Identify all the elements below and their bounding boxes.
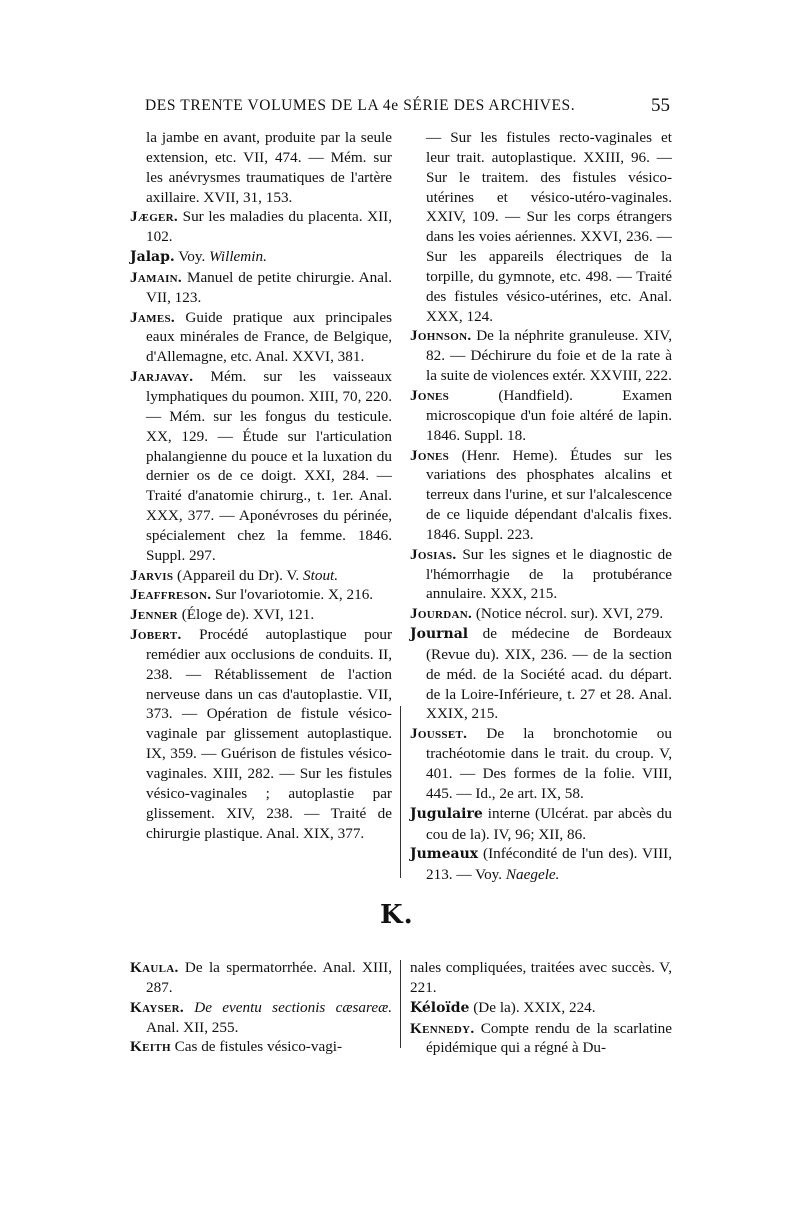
entry-heading: Jamain. (130, 268, 182, 286)
page-header (145, 97, 670, 121)
index-column-j-left (130, 128, 392, 843)
entry-heading: Kennedy. (410, 1019, 475, 1037)
entry-heading: Jarjavay. (130, 368, 194, 386)
entry-heading: Jones (410, 386, 450, 404)
entry-text: Voy. (174, 248, 210, 266)
entry-text: interne (Ulcérat. par abcès du cou de la). IV, 96; XII, 86. (426, 804, 672, 843)
entry-heading: Jarvis (130, 566, 174, 584)
index-entry (410, 1019, 672, 1059)
entry-text: De la spermatorrhée. Anal. XIII, 287. (146, 959, 392, 996)
index-entry (410, 724, 672, 803)
entry-heading: Jourdan. (410, 605, 473, 623)
entry-heading: Kéloïde (410, 999, 470, 1016)
entry-heading: Josias. (410, 545, 457, 563)
column-divider-k (400, 960, 401, 1048)
entry-heading: Johnson. (410, 327, 472, 345)
index-entry (130, 1037, 392, 1057)
column-divider (400, 706, 401, 878)
entry-heading: Journal (410, 626, 469, 643)
entry-heading: Jobert. (130, 626, 182, 644)
entry-text: la jambe en avant, produite par la seule extension, etc. VII, 474. — Mém. sur les anévrysmes traumatiques de l'artère axillaire. XVII, 31, 153. (146, 129, 392, 206)
index-entry (410, 326, 672, 386)
entry-text: Manuel de petite chirurgie. Anal. VII, 123. (146, 268, 392, 306)
running-title: DES TRENTE VOLUMES DE LA 4e SÉRIE DES ARCHIVES. (145, 97, 576, 114)
index-entry (130, 268, 392, 308)
index-entry (130, 566, 392, 586)
index-entry (410, 998, 672, 1019)
entry-text: Sur l'ovariotomie. X, 216. (211, 586, 374, 604)
entry-tail: Anal. XII, 255. (146, 1018, 239, 1036)
index-entry (130, 605, 392, 625)
index-entry (130, 207, 392, 247)
index-entry (130, 367, 392, 565)
index-entry (410, 804, 672, 845)
entry-text: Sur les maladies du placenta. XII, 102. (146, 208, 392, 246)
entry-text (184, 999, 194, 1016)
index-entry (130, 585, 392, 605)
entry-italic: Stout. (303, 566, 339, 584)
index-entry (410, 844, 672, 885)
section-letter-k: K. (380, 900, 414, 930)
entry-text: Guide pratique aux principales eaux minérales de France, de Belgique, d'Allemagne, etc. Anal. XXVI, 381. (146, 308, 392, 366)
entry-text: De la bronchotomie ou trachéotomie dans le trait. du croup. V, 401. — Des formes de la folie. VIII, 445. — Id., 2e art. IX, 58. (426, 725, 672, 802)
index-entry (410, 446, 672, 545)
entry-text: (Henr. Heme). Études sur les variations des phosphates alcalins et terreux dans l'urine, et sur l'alcalescence de ce liquide dépendant d'alcalis fixes. 1846. Suppl. 223. (426, 446, 672, 543)
entry-text: (Notice nécrol. sur). XVI, 279. (472, 605, 664, 623)
entry-text: Compte rendu de la scarlatine épidémique qui a régné à Du- (426, 1019, 672, 1057)
entry-text: (Handfield). Examen microscopique d'un foie altéré de lapin. 1846. Suppl. 18. (426, 386, 672, 444)
entry-heading: Jalap. (130, 249, 175, 266)
entry-text: nales compliquées, traitées avec succès. V, 221. (410, 959, 672, 996)
entry-heading: Jumeaux (410, 846, 479, 863)
entry-heading: Jones (410, 446, 450, 464)
index-entry (410, 545, 672, 605)
entry-heading: Jousset. (410, 725, 468, 743)
entry-text: (De la). XXIX, 224. (469, 998, 596, 1016)
index-entry (410, 386, 672, 446)
index-entry (410, 958, 672, 998)
index-entry (130, 128, 392, 207)
entry-text: (Éloge de). XVI, 121. (177, 606, 315, 624)
index-column-k-left (130, 958, 392, 1057)
entry-text: Mém. sur les vaisseaux lymphatiques du poumon. XIII, 70, 220. — Mém. sur les fongus du testicule. XX, 129. — Étude sur l'articulation phalangienne du pouce et la luxation du dernier os de ce doigt. XXI, 284. — Traité d'anatomie chirurg., t. 1er. Anal. XXX, 377. — Aponévroses du périnée, spécialement chez la femme. 1846. Suppl. 297. (146, 368, 392, 564)
index-entry (410, 128, 672, 326)
index-column-j-right (410, 128, 672, 885)
entry-heading: Kaula. (130, 959, 179, 976)
entry-text: Cas de fistules vésico-vagi- (170, 1038, 343, 1056)
index-entry (410, 604, 672, 624)
entry-text: (Infécondité de l'un des). VIII, 213. — Voy. (426, 845, 672, 884)
index-entry (130, 958, 392, 998)
entry-italic: Naegele. (505, 866, 560, 884)
entry-text: (Appareil du Dr). V. (173, 566, 304, 584)
entry-heading: Kayser. (130, 998, 184, 1016)
entry-text: De la néphrite granuleuse. XIV, 82. — Déchirure du foie et de la rate à la suite de violences extér. XXVIII, 222. (426, 327, 672, 385)
entry-heading: Jæger. (130, 208, 179, 226)
entry-italic: Willemin. (209, 248, 267, 266)
entry-heading: Jugulaire (410, 805, 483, 822)
entry-heading: James. (130, 308, 175, 326)
index-entry (130, 308, 392, 368)
entry-text: Procédé autoplastique pour remédier aux occlusions de conduits. II, 238. — Rétablissement de l'action nerveuse dans un cas d'autoplastie. VII, 373. — Opération de fistule vésico-vaginale par glissement autoplastique. IX, 359. — Guérison de fistules vésico-vaginales. XIII, 282. — Sur les fistules vésico-vaginales ; autoplastie par glissement. XIV, 238. — Traité de chirurgie plastique. Anal. XIX, 377. (146, 626, 392, 842)
entry-heading: Keith (130, 1038, 171, 1056)
page-number: 55 (651, 95, 670, 116)
entry-text: Sur les signes et le diagnostic de l'hémorrhagie de la protubérance annulaire. XXX, 215. (426, 545, 672, 603)
index-column-k-right (410, 958, 672, 1058)
index-entry (130, 247, 392, 268)
entry-heading: Jenner (130, 606, 178, 624)
index-entry (130, 998, 392, 1038)
entry-italic: De eventu sectionis cæsareæ. (194, 998, 392, 1016)
entry-heading: Jeaffreson. (130, 586, 212, 604)
index-entry (130, 625, 392, 843)
index-entry (410, 624, 672, 724)
entry-text: — Sur les fistules recto-vaginales et leur trait. autoplastique. XXIII, 96. — Sur le traitem. des fistules vésico-utérines et vésico-utéro-vaginales. XXIV, 109. — Sur les corps étrangers dans les voies aériennes. XXVI, 236. — Sur les appareils électriques de la torpille, du gymnote, etc. 498. — Traité des fistules vésico-utérines, etc. Anal. XXX, 124. (426, 129, 672, 325)
entry-text: de médecine de Bordeaux (Revue du). XIX, 236. — de la section de méd. de la Société acad. du départ. de la Loire-Inférieure, t. 27 et 28. Anal. XXIX, 215. (426, 625, 672, 723)
